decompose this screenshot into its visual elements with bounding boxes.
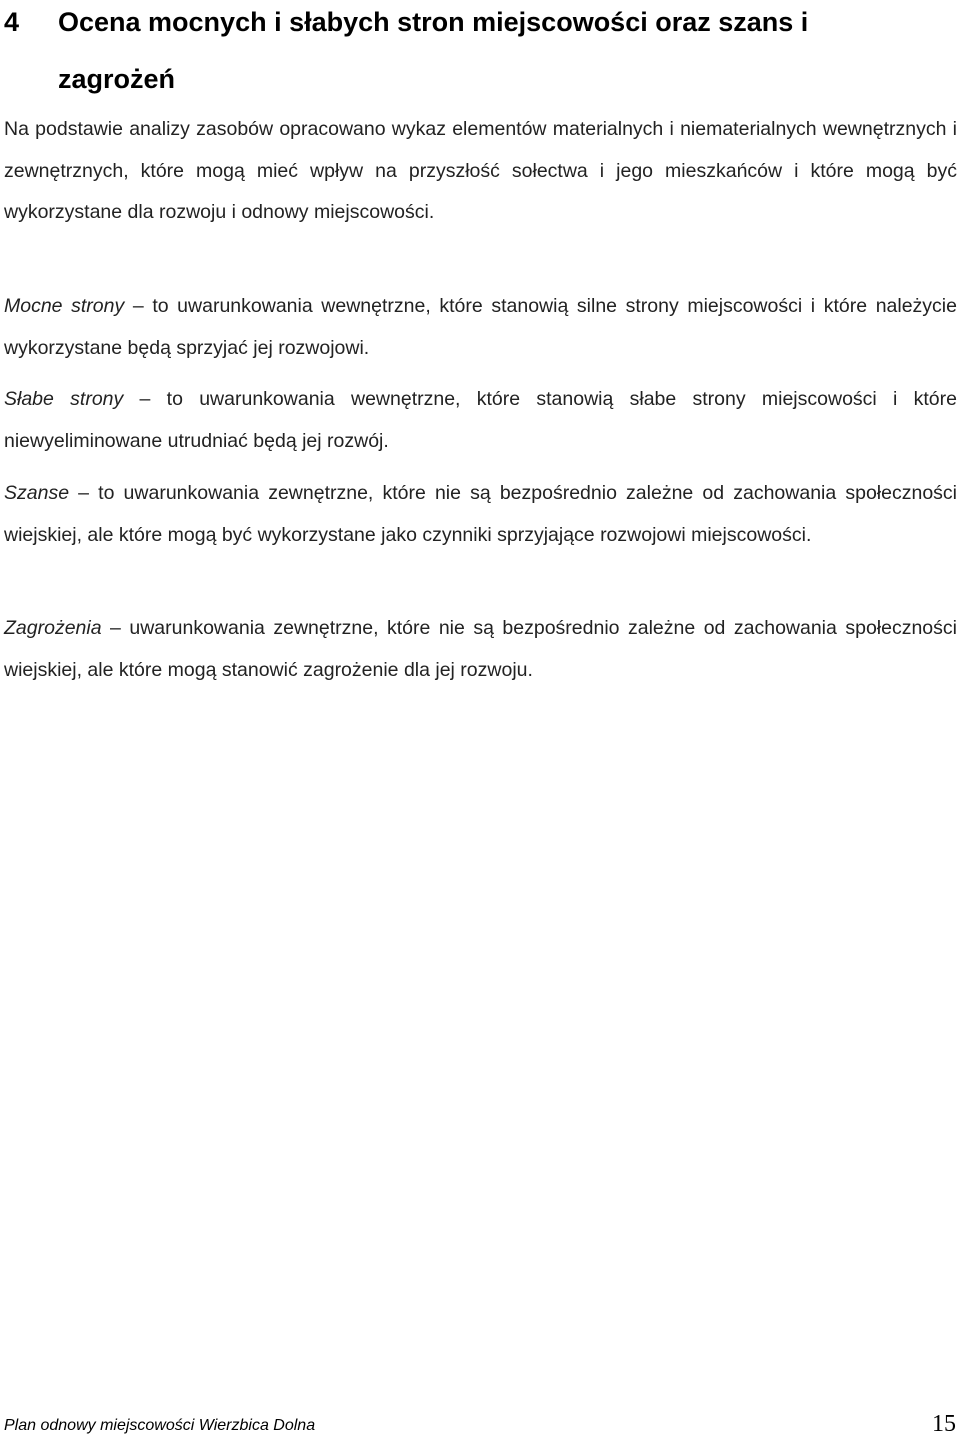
intro-paragraph: Na podstawie analizy zasobów opracowano wykaz elementów materialnych i niematerialnych wewnętrznych i zewnętrznych, które mogą mieć wpływ na przyszłość sołectwa i jego mieszkańców i które mogą być wykorzystane dla rozwoju i odnowy miejscowości.	[4, 118, 957, 223]
section-number: 4	[4, 7, 20, 37]
weaknesses-paragraph	[4, 379, 957, 462]
weaknesses-definition: – to uwarunkowania wewnętrzne, które stanowią słabe strony miejscowości i które niewyeliminowane utrudniać będą jej rozwój.	[4, 388, 957, 452]
threats-definition: – uwarunkowania zewnętrzne, które nie są bezpośrednio zależne od zachowania społeczności wiejskiej, ale które mogą stanowić zagrożenie dla jej rozwoju.	[4, 617, 957, 681]
strengths-term: Mocne strony	[4, 295, 125, 317]
opportunities-term: Szanse	[4, 482, 70, 504]
footer-page-number: 15	[932, 1411, 956, 1437]
section-title-line1: Ocena mocnych i słabych stron miejscowości oraz szans i	[58, 7, 809, 37]
threats-paragraph	[4, 608, 957, 691]
section-title-line2: zagrożeń	[58, 64, 176, 94]
opportunities-paragraph	[4, 473, 957, 556]
strengths-definition: – to uwarunkowania wewnętrzne, które stanowią silne strony miejscowości i które należycie wykorzystane będą sprzyjać jej rozwojowi.	[4, 295, 957, 359]
threats-term: Zagrożenia	[4, 617, 102, 639]
weaknesses-term: Słabe strony	[4, 388, 124, 410]
section-heading	[4, 0, 958, 108]
opportunities-definition: – to uwarunkowania zewnętrzne, które nie są bezpośrednio zależne od zachowania społeczności wiejskiej, ale które mogą być wykorzystane jako czynniki sprzyjające rozwojowi miejscowości.	[4, 482, 957, 546]
strengths-paragraph	[4, 286, 957, 369]
footer-document-title: Plan odnowy miejscowości Wierzbica Dolna	[4, 1417, 316, 1434]
